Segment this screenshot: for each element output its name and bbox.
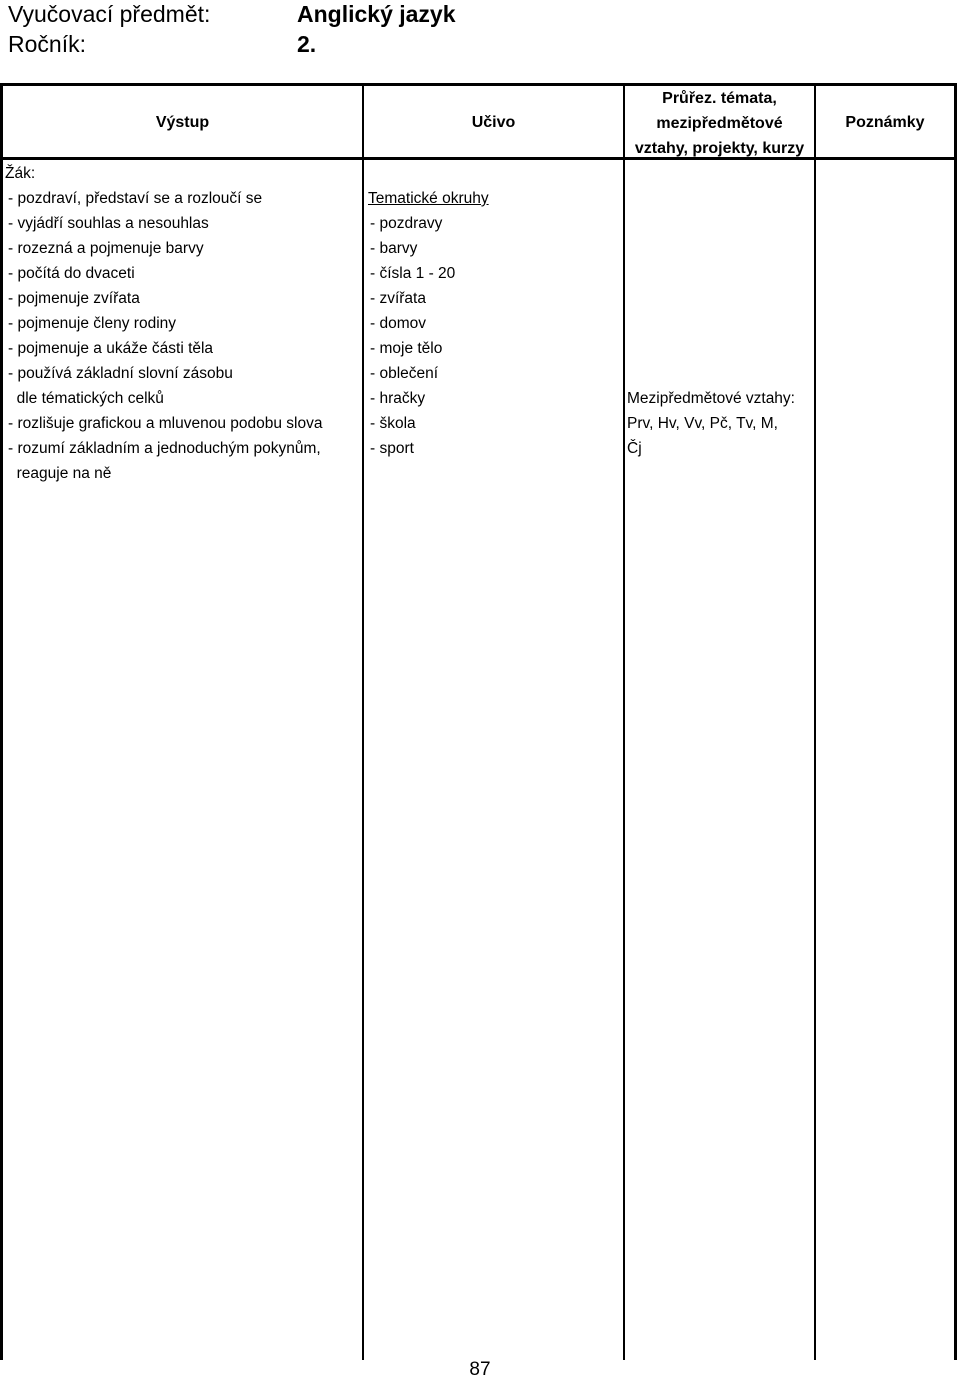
vystup-item: reaguje na ně bbox=[8, 465, 112, 482]
grade-label: Ročník: bbox=[8, 31, 86, 57]
column-divider-1 bbox=[362, 86, 364, 1360]
prurez-list bbox=[627, 386, 795, 461]
vystup-item: - rozlišuje grafickou a mluvenou podobu slova bbox=[8, 415, 323, 432]
vystup-item: - rozumí základním a jednoduchým pokynům, bbox=[8, 440, 321, 457]
vystup-item: - vyjádří souhlas a nesouhlas bbox=[8, 215, 209, 232]
prurez-item: Prv, Hv, Vv, Pč, Tv, M, bbox=[627, 415, 778, 432]
ucivo-item: - moje tělo bbox=[370, 340, 443, 357]
column-header-poznamky: Poznámky bbox=[845, 114, 925, 131]
ucivo-item: - barvy bbox=[370, 240, 418, 257]
column-header-vystup: Výstup bbox=[155, 114, 210, 131]
ucivo-item: - zvířata bbox=[370, 290, 426, 307]
column-header-prurez bbox=[625, 86, 814, 161]
grade-value: 2. bbox=[297, 31, 317, 57]
vystup-list bbox=[8, 186, 322, 486]
vystup-item: - rozezná a pojmenuje barvy bbox=[8, 240, 204, 257]
column-divider-2 bbox=[623, 86, 625, 1360]
vystup-item: dle tématických celků bbox=[8, 390, 164, 407]
prurez-item: Čj bbox=[627, 440, 642, 457]
column-header-prurez-line-1: Průřez. témata, bbox=[662, 90, 777, 107]
subject-value: Anglický jazyk bbox=[297, 1, 456, 27]
column-header-prurez-line-2: mezipředmětové bbox=[656, 115, 783, 132]
column-header-ucivo: Učivo bbox=[471, 114, 516, 131]
column-divider-3 bbox=[814, 86, 816, 1360]
ucivo-list bbox=[370, 211, 455, 461]
ucivo-item: - oblečení bbox=[370, 365, 439, 382]
vystup-item: - pojmenuje členy rodiny bbox=[8, 315, 177, 332]
vystup-item: - pojmenuje zvířata bbox=[8, 290, 140, 307]
subject-label: Vyučovací předmět: bbox=[8, 1, 211, 27]
vystup-item: - používá základní slovní zásobu bbox=[8, 365, 233, 382]
ucivo-item: - čísla 1 - 20 bbox=[370, 265, 456, 282]
ucivo-item: - škola bbox=[370, 415, 416, 432]
ucivo-heading: Tematické okruhy bbox=[368, 190, 489, 207]
vystup-item: - pojmenuje a ukáže části těla bbox=[8, 340, 214, 357]
ucivo-item: - pozdravy bbox=[370, 215, 443, 232]
ucivo-item: - hračky bbox=[370, 390, 426, 407]
ucivo-item: - sport bbox=[370, 440, 414, 457]
ucivo-item: - domov bbox=[370, 315, 426, 332]
column-header-prurez-line-3: vztahy, projekty, kurzy bbox=[634, 140, 805, 157]
vystup-item: - počítá do dvaceti bbox=[8, 265, 135, 282]
prurez-item: Mezipředmětové vztahy: bbox=[627, 390, 795, 407]
page-number: 87 bbox=[469, 1359, 491, 1380]
vystup-item: - pozdraví, představí se a rozloučí se bbox=[8, 190, 263, 207]
student-label: Žák: bbox=[5, 165, 36, 182]
